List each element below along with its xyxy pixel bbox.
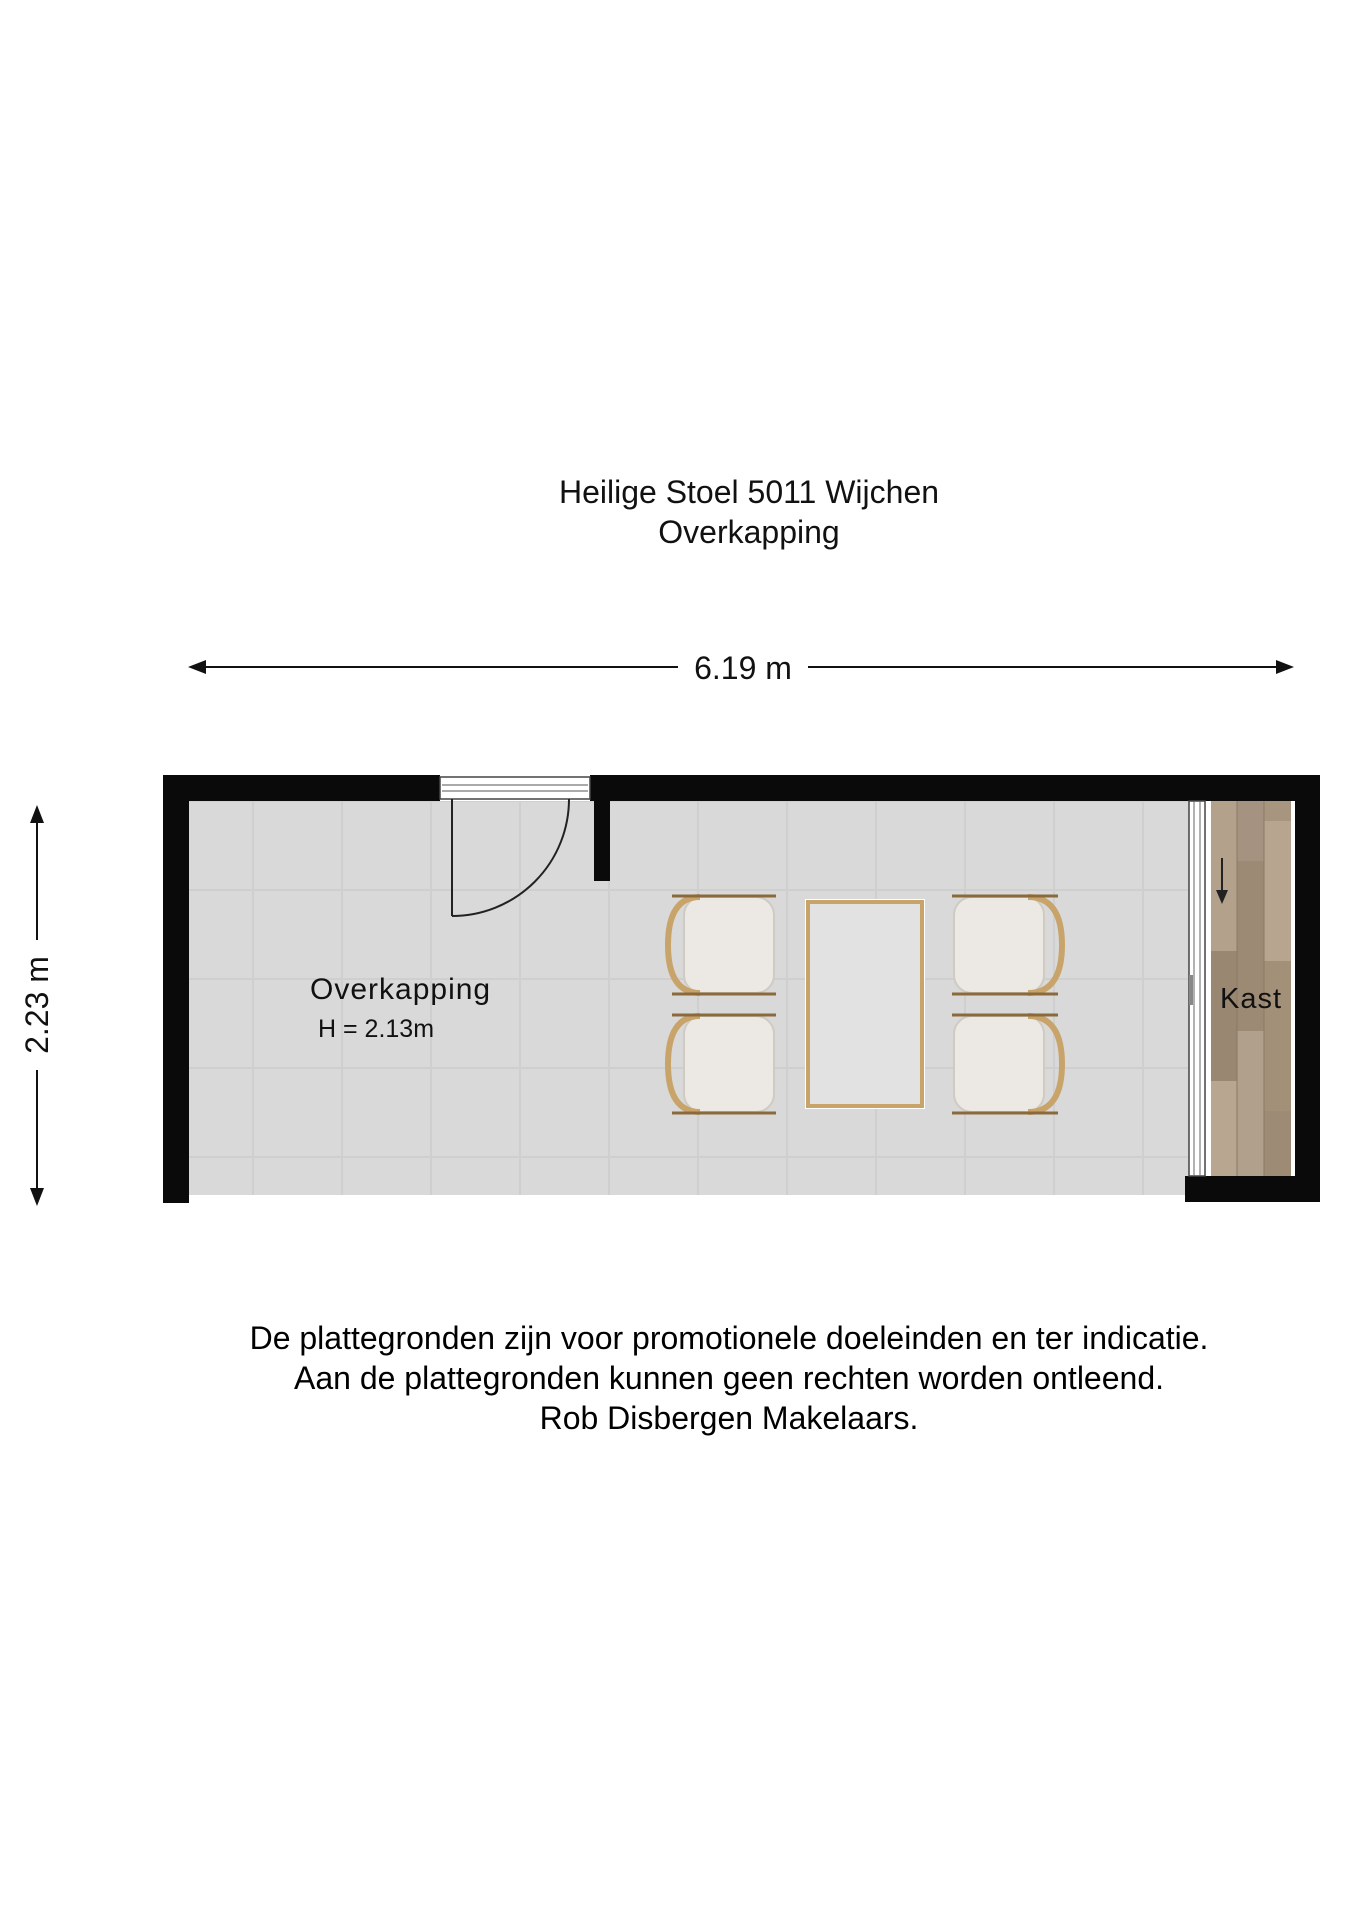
floor-title: Overkapping bbox=[658, 514, 840, 550]
width-dimension bbox=[188, 650, 1294, 686]
width-label: 6.19 m bbox=[694, 650, 792, 686]
disclaimer-line-1: De plattegronden zijn voor promotionele doeleinden en ter indicatie. bbox=[249, 1320, 1209, 1356]
height-dimension bbox=[19, 805, 55, 1206]
arrow-up-icon bbox=[30, 805, 44, 823]
height-label: 2.23 m bbox=[19, 956, 55, 1054]
disclaimer-line-3: Rob Disbergen Makelaars. bbox=[539, 1400, 919, 1436]
chair bbox=[668, 1015, 776, 1113]
room-name-label: Overkapping bbox=[310, 973, 492, 1006]
address-title: Heilige Stoel 5011 Wijchen bbox=[558, 474, 940, 510]
chair bbox=[668, 896, 776, 994]
closet-label: Kast bbox=[1220, 983, 1283, 1015]
arrow-left-icon bbox=[188, 660, 206, 674]
dining-table bbox=[805, 899, 925, 1109]
arrow-down-icon bbox=[30, 1188, 44, 1206]
disclaimer bbox=[0, 1318, 1358, 1438]
arrow-right-icon bbox=[1276, 660, 1294, 674]
room-height-label: H = 2.13m bbox=[318, 1015, 435, 1043]
disclaimer-line-2: Aan de plattegronden kunnen geen rechten worden ontleend. bbox=[293, 1360, 1164, 1396]
